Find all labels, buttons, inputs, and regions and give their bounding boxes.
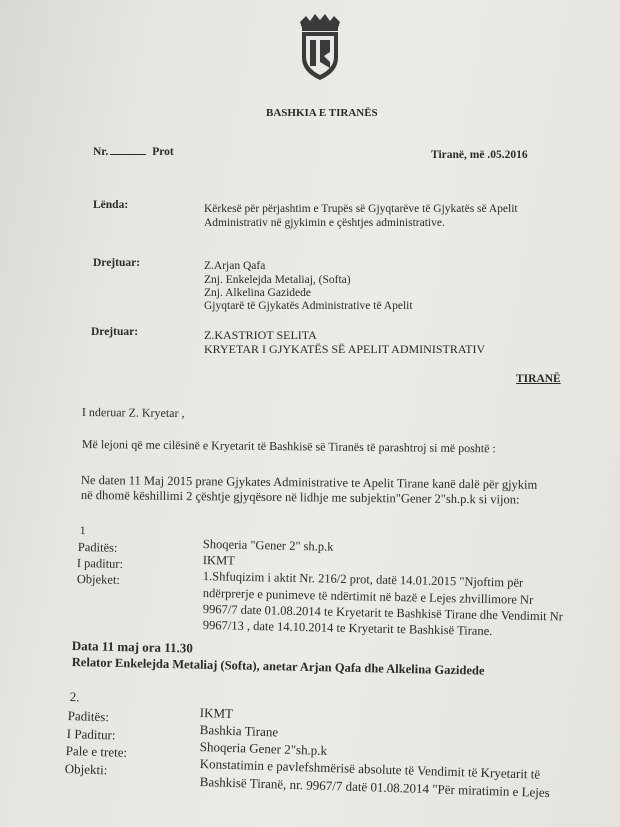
- kryetar-title: KRYETAR I GJYKATËS SË APELIT ADMINISTRATIV: [204, 342, 486, 356]
- protocol-number: [93, 144, 174, 159]
- case-1-plaintiff-value: Shoqeria "Gener 2" sh.p.k: [202, 537, 334, 554]
- lenda-line-2: Administrativ në gjykimin e çështjes administrative.: [204, 217, 445, 229]
- intro-paragraph: Më lejoni që me cilësinë e Kryetarit të Bashkisë së Tiranës të parashtroj si më poshtë :: [81, 437, 496, 456]
- case-1-defendant-label: I paditur:: [76, 556, 124, 571]
- case-2-plaintiff-label: Paditës:: [67, 708, 110, 725]
- drejtuar-name-1: Z.Arjan Qafa: [204, 260, 266, 272]
- case-1-plaintiff-label: Paditës:: [77, 540, 118, 555]
- case-2-defendant-label: I Paditur:: [66, 726, 116, 743]
- kryetar-name: Z.KASTRIOT SELITA: [204, 328, 317, 342]
- case-1-object-line-3: 9967/7 date 01.08.2014 te Kryetarit te Bashkisë Tirane dhe Vendimit Nr: [202, 602, 564, 624]
- lenda-label: Lënda:: [93, 199, 129, 211]
- drejtuar-title: Gjyqtarë të Gjykatës Administrative të Apelit: [204, 300, 413, 312]
- case-2-object-line-2: Bashkisë Tiranë, nr. 9967/7 datë 01.08.2014 "Për miratimin e Lejes: [199, 774, 550, 800]
- nr-label: Nr.: [93, 146, 109, 158]
- case-1-defendant-value: IKMT: [202, 553, 235, 568]
- case-1-object-label: Objeket:: [76, 572, 121, 587]
- drejtuar-label-2: Drejtuar:: [91, 326, 139, 338]
- greeting: I nderuar Z. Kryetar ,: [81, 405, 185, 421]
- drejtuar-name-2: Znj. Enkelejda Metaliaj, (Softa): [204, 274, 351, 286]
- paragraph-line-2: në dhomë këshillimi 2 çështje gjyqësore në lidhje me subjektin"Gener 2"sh.p.k si vijon:: [80, 488, 520, 507]
- prot-label: Prot: [152, 146, 174, 158]
- drejtuar-label-1: Drejtuar:: [93, 257, 141, 269]
- case-1-object-line-1: 1.Shfuqizim i aktit Nr. 216/2 prot, datë 14.01.2015 "Njoftim për: [202, 569, 524, 590]
- case-2-defendant-value: Bashkia Tirane: [199, 722, 279, 740]
- case-1-number: 1: [79, 524, 86, 538]
- city-tirane: TIRANË: [516, 373, 561, 385]
- tirana-coat-of-arms-icon: [296, 12, 344, 82]
- nr-blank: [110, 144, 146, 155]
- case-2-number: 2.: [69, 689, 80, 705]
- drejtuar-name-3: Znj. Alkelina Gazidede: [204, 287, 311, 299]
- lenda-line-1: Kërkesë për përjashtim e Trupës së Gjyqtarëve të Gjykatës së Apelit: [204, 203, 518, 215]
- case-2-object-label: Objekti:: [64, 761, 108, 778]
- paragraph-line-1: Ne daten 11 Maj 2015 prane Gjykates Administrative te Apelit Tirane kanë dalë për gjykim: [80, 473, 538, 492]
- case-2-third-party-label: Pale e trete:: [65, 743, 128, 760]
- case-2-third-party-value: Shoqeria Gener 2"sh.p.k: [199, 739, 328, 758]
- case-1-object-line-2: ndërprerje e punimeve të ndërtimit në bazë e Lejes zhvillimore Nr: [202, 586, 534, 607]
- case-1-date: Data 11 maj ora 11.30: [71, 638, 193, 656]
- date-line: Tiranë, më .05.2016: [431, 149, 528, 161]
- case-1-relator: Relator Enkelejda Metaliaj (Softa), anetar Arjan Qafa dhe Alkelina Gazidede: [71, 655, 485, 678]
- case-1-object-line-4: 9967/13 , date 14.10.2014 te Kryetarit te Bashkisë Tirane.: [202, 618, 493, 639]
- case-2-object-line-1: Konstatimin e pavlefshmërisë absolute të Vendimit të Kryetarit të: [199, 756, 541, 782]
- institution-name: BASHKIA E TIRANËS: [266, 107, 378, 119]
- case-2-plaintiff-value: IKMT: [199, 705, 234, 722]
